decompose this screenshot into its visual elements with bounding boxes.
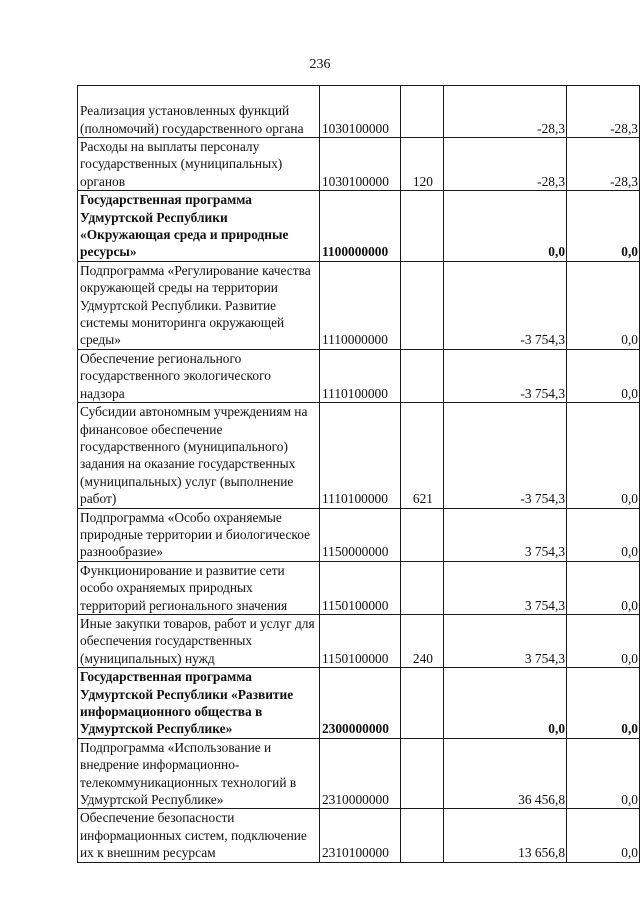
table-row bbox=[78, 403, 640, 508]
row-amount-1-cell: -28,3 bbox=[444, 138, 567, 191]
row-amount-2-cell: 0,0 bbox=[567, 561, 640, 614]
row-amount-1-cell: 36 456,8 bbox=[444, 738, 567, 809]
row-amount-1-cell: 0,0 bbox=[444, 668, 567, 739]
row-amount-1-cell: 13 656,8 bbox=[444, 809, 567, 862]
row-code-cell: 1030100000 bbox=[319, 138, 400, 191]
row-code-cell: 1110100000 bbox=[319, 403, 400, 508]
row-amount-1-cell: 3 754,3 bbox=[444, 508, 567, 561]
row-amount-1-cell: 3 754,3 bbox=[444, 561, 567, 614]
row-name-cell: Подпрограмма «Использование и внедрение информационно-телекоммуникационных технологий в Удмуртской Республике» bbox=[78, 738, 320, 809]
row-amount-1-cell: -3 754,3 bbox=[444, 349, 567, 402]
row-expense-type-cell bbox=[401, 86, 444, 138]
row-amount-2-cell: 0,0 bbox=[567, 738, 640, 809]
row-expense-type-cell: 621 bbox=[401, 403, 444, 508]
row-expense-type-cell bbox=[401, 191, 444, 262]
row-expense-type-cell bbox=[401, 261, 444, 349]
row-code-cell: 1150000000 bbox=[319, 508, 400, 561]
row-code-cell: 2300000000 bbox=[319, 668, 400, 739]
row-name-cell: Государственная программа Удмуртской Республики «Окружающая среда и природные ресурсы» bbox=[78, 191, 320, 262]
row-name-cell: Обеспечение безопасности информационных систем, подключение их к внешним ресурсам bbox=[78, 809, 320, 862]
row-amount-2-cell: -28,3 bbox=[567, 138, 640, 191]
table-row bbox=[78, 668, 640, 739]
table-row bbox=[78, 349, 640, 402]
table-row bbox=[78, 508, 640, 561]
row-expense-type-cell bbox=[401, 561, 444, 614]
row-amount-1-cell: -3 754,3 bbox=[444, 261, 567, 349]
row-expense-type-cell bbox=[401, 349, 444, 402]
budget-table bbox=[77, 85, 640, 863]
row-expense-type-cell bbox=[401, 508, 444, 561]
row-name-cell: Реализация установленных функций (полномочий) государственного органа bbox=[78, 86, 320, 138]
row-name-cell: Субсидии автономным учреждениям на финансовое обеспечение государственного (муниципального) задания на оказание государственных (муниципальных) услуг (выполнение работ) bbox=[78, 403, 320, 508]
row-code-cell: 1100000000 bbox=[319, 191, 400, 262]
row-amount-2-cell: 0,0 bbox=[567, 809, 640, 862]
row-amount-1-cell: 0,0 bbox=[444, 191, 567, 262]
row-amount-2-cell: -28,3 bbox=[567, 86, 640, 138]
row-code-cell: 1110000000 bbox=[319, 261, 400, 349]
row-code-cell: 1150100000 bbox=[319, 561, 400, 614]
row-code-cell: 1110100000 bbox=[319, 349, 400, 402]
row-name-cell: Обеспечение регионального государственного экологического надзора bbox=[78, 349, 320, 402]
row-amount-2-cell: 0,0 bbox=[567, 403, 640, 508]
row-name-cell: Расходы на выплаты персоналу государственных (муниципальных) органов bbox=[78, 138, 320, 191]
row-expense-type-cell: 240 bbox=[401, 614, 444, 667]
row-code-cell: 1030100000 bbox=[319, 86, 400, 138]
table-row bbox=[78, 191, 640, 262]
table-row bbox=[78, 86, 640, 138]
row-expense-type-cell bbox=[401, 738, 444, 809]
row-name-cell: Государственная программа Удмуртской Республики «Развитие информационного общества в Удмуртской Республике» bbox=[78, 668, 320, 739]
table-row bbox=[78, 561, 640, 614]
row-amount-2-cell: 0,0 bbox=[567, 668, 640, 739]
row-amount-1-cell: -28,3 bbox=[444, 86, 567, 138]
row-code-cell: 2310100000 bbox=[319, 809, 400, 862]
page-number: 236 bbox=[309, 57, 331, 72]
row-amount-1-cell: -3 754,3 bbox=[444, 403, 567, 508]
row-name-cell: Иные закупки товаров, работ и услуг для обеспечения государственных (муниципальных) нужд bbox=[78, 614, 320, 667]
row-amount-2-cell: 0,0 bbox=[567, 508, 640, 561]
table-row bbox=[78, 614, 640, 667]
row-amount-1-cell: 3 754,3 bbox=[444, 614, 567, 667]
table-row bbox=[78, 738, 640, 809]
row-expense-type-cell bbox=[401, 809, 444, 862]
row-name-cell: Подпрограмма «Особо охраняемые природные территории и биологическое разнообразие» bbox=[78, 508, 320, 561]
row-amount-2-cell: 0,0 bbox=[567, 614, 640, 667]
table-row bbox=[78, 809, 640, 862]
row-name-cell: Подпрограмма «Регулирование качества окружающей среды на территории Удмуртской Республики. Развитие системы мониторинга окружающей среды» bbox=[78, 261, 320, 349]
row-code-cell: 1150100000 bbox=[319, 614, 400, 667]
budget-table-body bbox=[78, 86, 640, 863]
row-expense-type-cell bbox=[401, 668, 444, 739]
table-row bbox=[78, 138, 640, 191]
row-amount-2-cell: 0,0 bbox=[567, 261, 640, 349]
row-expense-type-cell: 120 bbox=[401, 138, 444, 191]
row-amount-2-cell: 0,0 bbox=[567, 349, 640, 402]
row-amount-2-cell: 0,0 bbox=[567, 191, 640, 262]
table-row bbox=[78, 261, 640, 349]
row-name-cell: Функционирование и развитие сети особо охраняемых природных территорий регионального значения bbox=[78, 561, 320, 614]
row-code-cell: 2310000000 bbox=[319, 738, 400, 809]
